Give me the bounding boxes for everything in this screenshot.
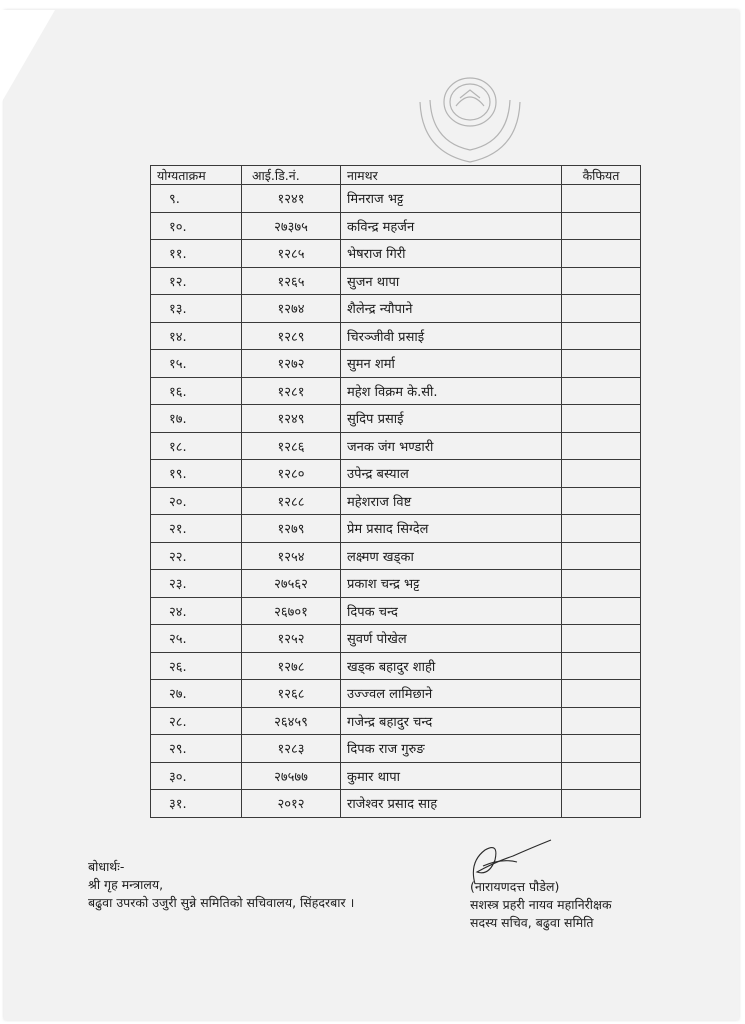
cc-line-1: श्री गृह मन्त्रालय, bbox=[88, 877, 164, 892]
cell-id: १२६५ bbox=[242, 267, 341, 295]
cell-name: महेशराज विष्ट bbox=[341, 487, 562, 515]
cell-remarks bbox=[562, 432, 641, 460]
table-row bbox=[151, 405, 641, 433]
cell-remarks bbox=[562, 680, 641, 708]
cell-rank: २२. bbox=[151, 542, 242, 570]
cell-name: सुदिप प्रसाई bbox=[341, 405, 562, 433]
cell-name: कुमार थापा bbox=[341, 762, 562, 790]
cell-id: २६७०१ bbox=[242, 597, 341, 625]
cell-rank: १०. bbox=[151, 212, 242, 240]
cell-id: १२८३ bbox=[242, 735, 341, 763]
cell-remarks bbox=[562, 350, 641, 378]
cc-line-2: बढुवा उपरको उजुरी सुन्ने समितिको सचिवालय, सिंहदरबार । bbox=[88, 895, 355, 910]
cc-heading: बोधार्थः- bbox=[88, 859, 125, 874]
cell-remarks bbox=[562, 487, 641, 515]
cell-id: १२८१ bbox=[242, 377, 341, 405]
cell-remarks bbox=[562, 735, 641, 763]
cell-name: गजेन्द्र बहादुर चन्द bbox=[341, 707, 562, 735]
table-row bbox=[151, 350, 641, 378]
cell-id: १२८० bbox=[242, 460, 341, 488]
cell-rank: २८. bbox=[151, 707, 242, 735]
cell-name: कविन्द्र महर्जन bbox=[341, 212, 562, 240]
table-row bbox=[151, 570, 641, 598]
cell-remarks bbox=[562, 405, 641, 433]
table-row bbox=[151, 240, 641, 268]
cell-id: १२७२ bbox=[242, 350, 341, 378]
cell-rank: २७. bbox=[151, 680, 242, 708]
table-header-row bbox=[151, 166, 641, 185]
table-row bbox=[151, 542, 641, 570]
cell-name: मिनराज भट्ट bbox=[341, 185, 562, 213]
table-row bbox=[151, 460, 641, 488]
cell-name: लक्ष्मण खड्का bbox=[341, 542, 562, 570]
cell-id: १२७९ bbox=[242, 515, 341, 543]
table-row bbox=[151, 790, 641, 818]
signatory-block bbox=[470, 878, 612, 932]
cell-rank: ९. bbox=[151, 185, 242, 213]
table-row bbox=[151, 597, 641, 625]
header-rank: योग्यताक्रम bbox=[151, 166, 242, 185]
cell-rank: १९. bbox=[151, 460, 242, 488]
cell-rank: ११. bbox=[151, 240, 242, 268]
table-row bbox=[151, 515, 641, 543]
cell-rank: ३०. bbox=[151, 762, 242, 790]
cell-rank: १८. bbox=[151, 432, 242, 460]
office-seal-stamp bbox=[400, 62, 540, 177]
signatory-name: (नारायणदत्त पौडेल) bbox=[470, 879, 560, 894]
cell-rank: १६. bbox=[151, 377, 242, 405]
table-row bbox=[151, 762, 641, 790]
cell-name: उज्ज्वल लामिछाने bbox=[341, 680, 562, 708]
cell-name: भेषराज गिरी bbox=[341, 240, 562, 268]
cell-name: जनक जंग भण्डारी bbox=[341, 432, 562, 460]
cell-id: १२५४ bbox=[242, 542, 341, 570]
cell-rank: २४. bbox=[151, 597, 242, 625]
merit-list-table bbox=[150, 165, 641, 818]
cell-remarks bbox=[562, 515, 641, 543]
table-row bbox=[151, 652, 641, 680]
signatory-role: सदस्य सचिव, बढुवा समिति bbox=[470, 915, 594, 930]
cell-name: दिपक चन्द bbox=[341, 597, 562, 625]
cell-remarks bbox=[562, 570, 641, 598]
cell-name: राजेश्वर प्रसाद साह bbox=[341, 790, 562, 818]
cell-name: प्रेम प्रसाद सिग्देल bbox=[341, 515, 562, 543]
cell-name: चिरञ्जीवी प्रसाई bbox=[341, 322, 562, 350]
cell-name: खड्क बहादुर शाही bbox=[341, 652, 562, 680]
table-row bbox=[151, 432, 641, 460]
table-row bbox=[151, 212, 641, 240]
cell-remarks bbox=[562, 295, 641, 323]
cell-name: दिपक राज गुरुङ bbox=[341, 735, 562, 763]
cell-remarks bbox=[562, 267, 641, 295]
header-remarks: कैफियत bbox=[562, 166, 641, 185]
cell-id: २७५६२ bbox=[242, 570, 341, 598]
cell-name: सुमन शर्मा bbox=[341, 350, 562, 378]
cell-id: १२८५ bbox=[242, 240, 341, 268]
table-row bbox=[151, 707, 641, 735]
cell-rank: २१. bbox=[151, 515, 242, 543]
table-row bbox=[151, 295, 641, 323]
cell-remarks bbox=[562, 652, 641, 680]
folded-corner bbox=[0, 10, 55, 105]
cell-id: १२६८ bbox=[242, 680, 341, 708]
cell-remarks bbox=[562, 377, 641, 405]
cell-name: सुजन थापा bbox=[341, 267, 562, 295]
table-row bbox=[151, 487, 641, 515]
cell-remarks bbox=[562, 625, 641, 653]
cell-id: १२८८ bbox=[242, 487, 341, 515]
cell-remarks bbox=[562, 597, 641, 625]
table-row bbox=[151, 322, 641, 350]
cell-rank: १४. bbox=[151, 322, 242, 350]
cell-id: १२४१ bbox=[242, 185, 341, 213]
cell-remarks bbox=[562, 322, 641, 350]
table-row bbox=[151, 625, 641, 653]
cell-remarks bbox=[562, 212, 641, 240]
table-row bbox=[151, 185, 641, 213]
cell-id: १२८६ bbox=[242, 432, 341, 460]
cell-rank: १२. bbox=[151, 267, 242, 295]
header-id: आई.डि.नं. bbox=[242, 166, 341, 185]
cell-name: महेश विक्रम के.सी. bbox=[341, 377, 562, 405]
cell-name: उपेन्द्र बस्याल bbox=[341, 460, 562, 488]
cell-id: २६४५९ bbox=[242, 707, 341, 735]
cell-remarks bbox=[562, 185, 641, 213]
cell-id: २७३७५ bbox=[242, 212, 341, 240]
cell-rank: २९. bbox=[151, 735, 242, 763]
cell-name: प्रकाश चन्द्र भट्ट bbox=[341, 570, 562, 598]
cell-id: १२८९ bbox=[242, 322, 341, 350]
cell-name: सुवर्ण पोखेल bbox=[341, 625, 562, 653]
cell-rank: ३१. bbox=[151, 790, 242, 818]
table-row bbox=[151, 735, 641, 763]
cell-rank: १७. bbox=[151, 405, 242, 433]
cell-id: १२४९ bbox=[242, 405, 341, 433]
cell-rank: १५. bbox=[151, 350, 242, 378]
signatory-title: सशस्त्र प्रहरी नायव महानिरीक्षक bbox=[470, 897, 612, 912]
cell-id: १२७८ bbox=[242, 652, 341, 680]
cell-rank: १३. bbox=[151, 295, 242, 323]
header-name: नामथर bbox=[341, 166, 562, 185]
cell-rank: २५. bbox=[151, 625, 242, 653]
cell-remarks bbox=[562, 542, 641, 570]
cell-remarks bbox=[562, 460, 641, 488]
table-row bbox=[151, 680, 641, 708]
cell-rank: २०. bbox=[151, 487, 242, 515]
cell-name: शैलेन्द्र न्यौपाने bbox=[341, 295, 562, 323]
cell-remarks bbox=[562, 707, 641, 735]
cell-id: १२५२ bbox=[242, 625, 341, 653]
cell-remarks bbox=[562, 762, 641, 790]
cell-id: २०१२ bbox=[242, 790, 341, 818]
cell-id: १२७४ bbox=[242, 295, 341, 323]
table-row bbox=[151, 377, 641, 405]
cell-rank: २३. bbox=[151, 570, 242, 598]
copy-to-section bbox=[88, 858, 354, 912]
table-row bbox=[151, 267, 641, 295]
cell-remarks bbox=[562, 790, 641, 818]
cell-id: २७५७७ bbox=[242, 762, 341, 790]
cell-rank: २६. bbox=[151, 652, 242, 680]
cell-remarks bbox=[562, 240, 641, 268]
